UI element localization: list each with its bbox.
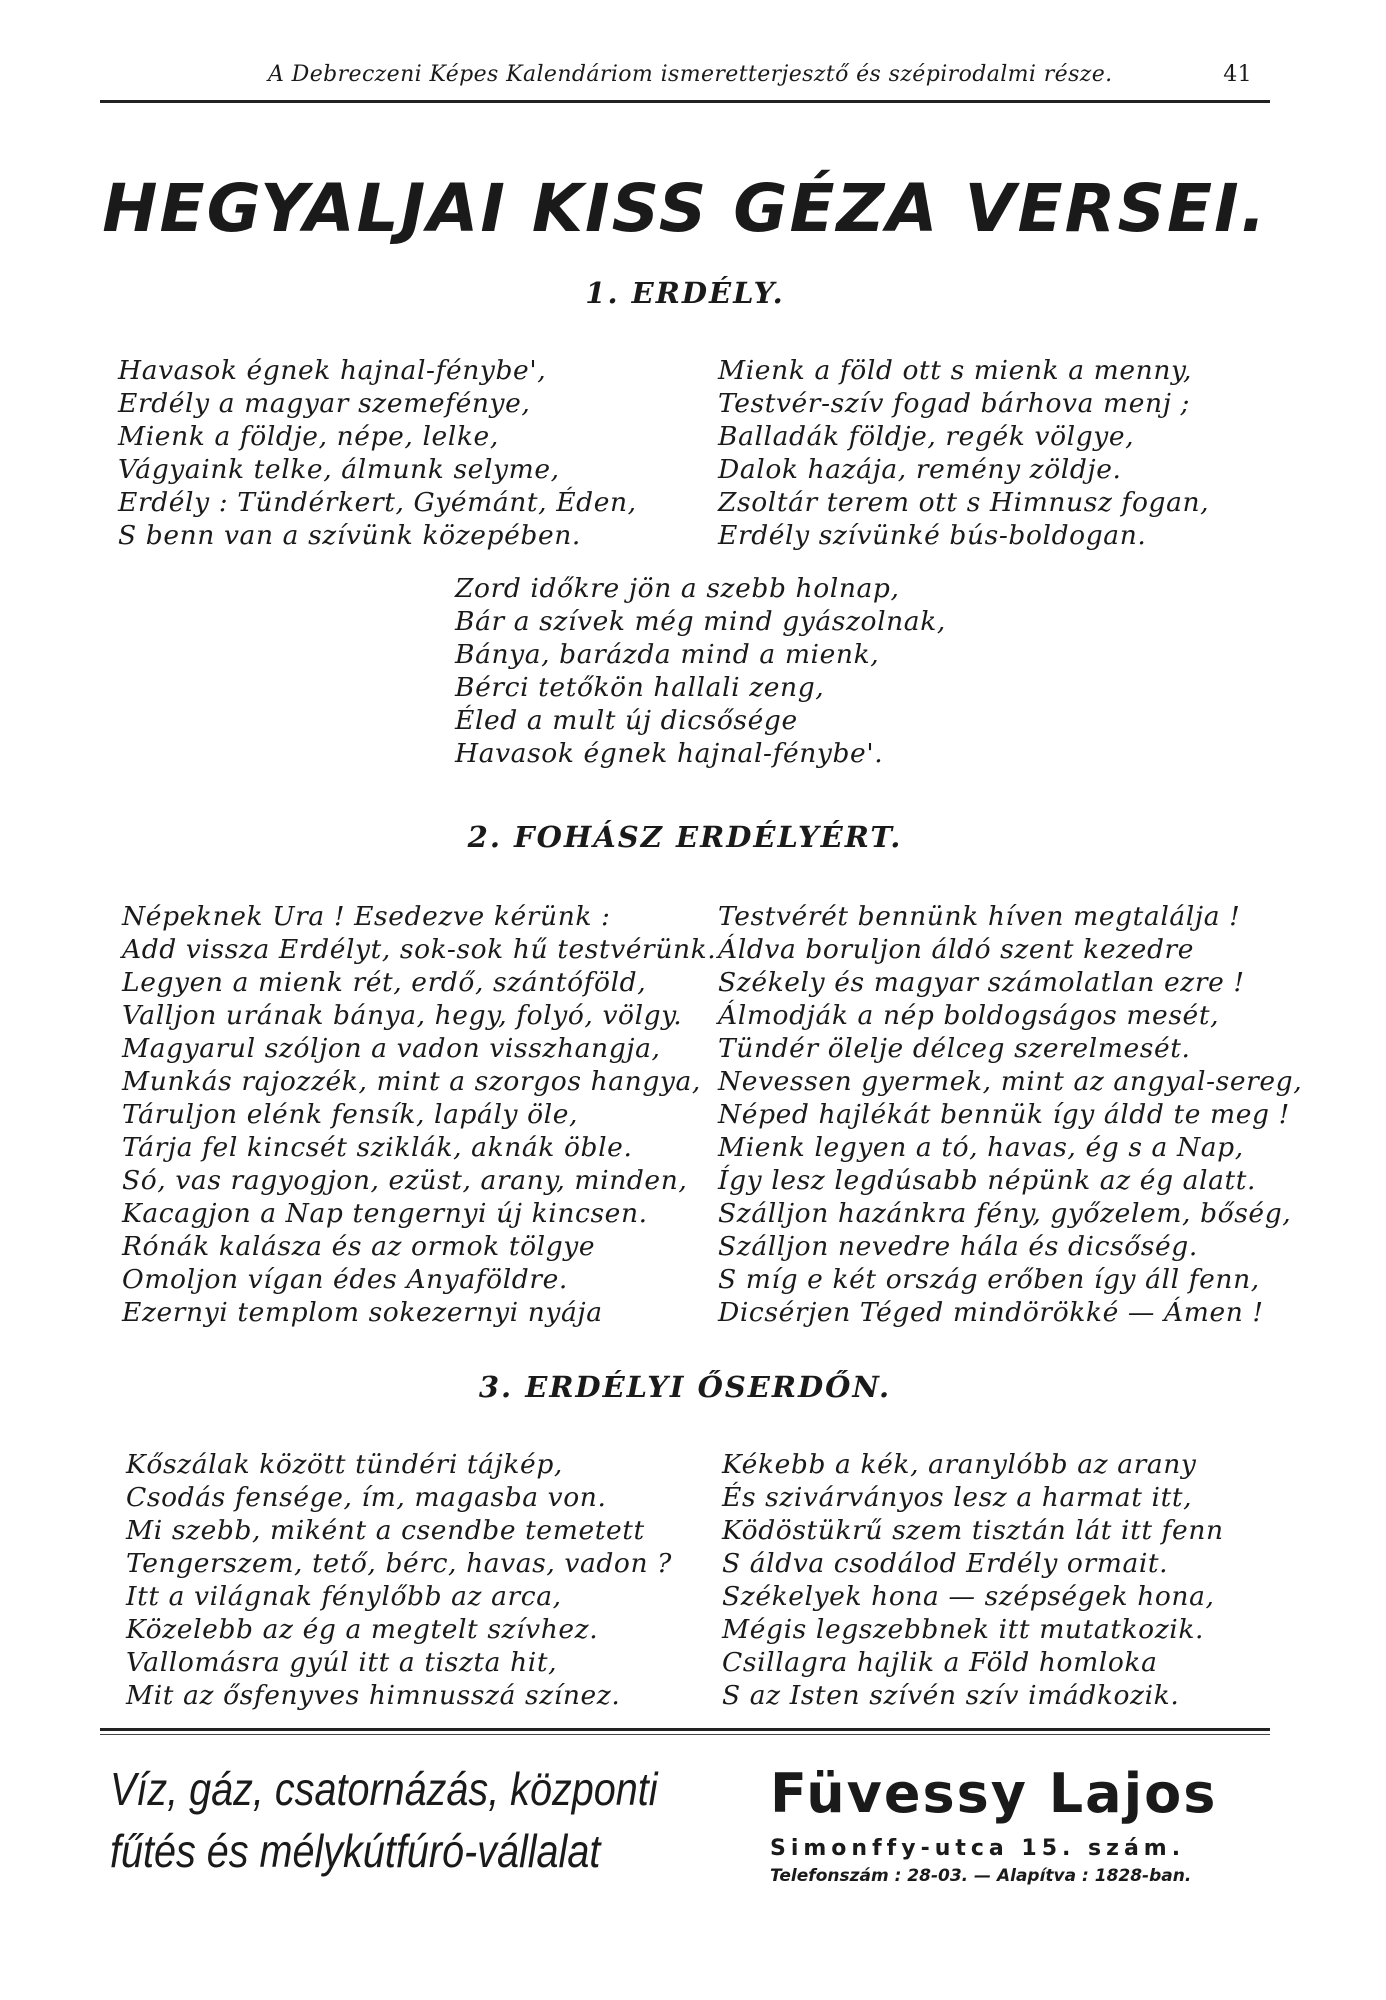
poem-1-stanza-1 — [118, 354, 637, 552]
ad-services-line-2: fűtés és mélykútfúró-vállalat — [110, 1825, 601, 1877]
verse-line: Szálljon nevedre hála és dicsőség. — [718, 1231, 1198, 1262]
verse-line: Kacagjon a Nap tengernyi új kincsen. — [122, 1198, 648, 1229]
verse-line: Kőszálak között tündéri tájkép, — [126, 1449, 563, 1480]
verse-line: Add vissza Erdélyt, sok-sok hű testvérünk. — [122, 934, 717, 965]
verse-line: S benn van a szívünk közepében. — [118, 520, 581, 551]
verse-line: Csodás fensége, ím, magasba von. — [126, 1482, 607, 1513]
verse-line: Mienk a föld ott s mienk a menny, — [718, 355, 1193, 386]
verse-line: Bérci tetőkön hallali zeng, — [455, 672, 825, 703]
ad-company-name: Füvessy Lajos — [770, 1762, 1218, 1825]
verse-line: Havasok égnek hajnal-fénybe', — [118, 355, 547, 386]
verse-line: Álmodják a nép boldogságos mesét, — [718, 1000, 1220, 1031]
verse-line: Omoljon vígan édes Anyaföldre. — [122, 1264, 568, 1295]
verse-line: Néped hajlékát bennük így áldd te meg ! — [718, 1099, 1290, 1130]
verse-line: És szivárványos lesz a harmat itt, — [722, 1482, 1193, 1513]
verse-line: Só, vas ragyogjon, ezüst, arany, minden, — [122, 1165, 688, 1196]
verse-line: Mégis legszebbnek itt mutatkozik. — [722, 1614, 1205, 1645]
verse-line: Áldva boruljon áldó szent kezedre — [718, 934, 1195, 965]
page-number: 41 — [1223, 62, 1252, 87]
running-title: A Debreczeni Képes Kalendáriom ismeretterjesztő és szépirodalmi része. — [268, 62, 1113, 87]
verse-line: Éled a mult új dicsősége — [455, 705, 798, 736]
verse-line: Vágyaink telke, álmunk selyme, — [118, 454, 560, 485]
poem-3-stanza-1 — [126, 1448, 672, 1712]
verse-line: S az Isten szívén szív imádkozik. — [722, 1680, 1180, 1711]
verse-line: Tengerszem, tető, bérc, havas, vadon ? — [126, 1548, 672, 1579]
verse-line: Ködöstükrű szem tisztán lát itt fenn — [722, 1515, 1224, 1546]
poem-3-heading: 3. ERDÉLYI ŐSERDŐN. — [478, 1370, 892, 1404]
verse-line: Erdély : Tündérkert, Gyémánt, Éden, — [118, 487, 637, 518]
poem-2-column-1 — [122, 900, 716, 1329]
verse-line: Legyen a mienk rét, erdő, szántóföld, — [122, 967, 647, 998]
verse-line: Magyarul szóljon a vadon visszhangja, — [122, 1033, 661, 1064]
poem-1-stanza-3 — [455, 572, 946, 770]
verse-line: Tárja fel kincsét sziklák, aknák öble. — [122, 1132, 633, 1163]
verse-line: Csillagra hajlik a Föld homloka — [722, 1647, 1158, 1678]
verse-line: Mienk legyen a tó, havas, ég s a Nap, — [718, 1132, 1244, 1163]
verse-line: Itt a világnak fénylőbb az arca, — [126, 1581, 562, 1612]
verse-line: Testvér-szív fogad bárhova menj ; — [718, 388, 1191, 419]
verse-line: Dicsérjen Téged mindörökké — Ámen ! — [718, 1297, 1264, 1328]
verse-line: S áldva csodálod Erdély ormait. — [722, 1548, 1169, 1579]
verse-line: Rónák kalásza és az ormok tölgye — [122, 1231, 596, 1262]
ad-phone-founded: Telefonszám : 28-03. — Alapítva : 1828-ban. — [770, 1866, 1192, 1886]
verse-line: Népeknek Ura ! Esedezve kérünk : — [122, 901, 611, 932]
verse-line: Mit az ősfenyves himnusszá színez. — [126, 1680, 621, 1711]
poem-2-column-2 — [718, 900, 1302, 1329]
verse-line: Vallomásra gyúl itt a tiszta hit, — [126, 1647, 558, 1678]
ad-rule-thin — [100, 1734, 1270, 1735]
verse-line: Erdély a magyar szemefénye, — [118, 388, 531, 419]
header-rule — [100, 100, 1270, 103]
verse-line: Zord időkre jön a szebb holnap, — [455, 573, 900, 604]
verse-line: Testvérét bennünk híven megtalálja ! — [718, 901, 1241, 932]
verse-line: Zsoltár terem ott s Himnusz fogan, — [718, 487, 1210, 518]
poem-1-stanza-2 — [718, 354, 1209, 552]
verse-line: Ezernyi templom sokezernyi nyája — [122, 1297, 603, 1328]
ad-rule — [100, 1728, 1270, 1731]
poem-3-stanza-2 — [722, 1448, 1224, 1712]
ad-services — [110, 1758, 660, 1882]
verse-line: Balladák földje, regék völgye, — [718, 421, 1135, 452]
verse-line: Szálljon hazánkra fény, győzelem, bőség, — [718, 1198, 1292, 1229]
verse-line: Erdély szívünké bús-boldogan. — [718, 520, 1147, 551]
ad-services-line-1: Víz, gáz, csatornázás, központi — [110, 1763, 658, 1815]
verse-line: Így lesz legdúsabb népünk az ég alatt. — [718, 1165, 1257, 1196]
ad-address: Simonffy-utca 15. szám. — [770, 1836, 1186, 1861]
verse-line: Bár a szívek még mind gyászolnak, — [455, 606, 946, 637]
verse-line: Valljon urának bánya, hegy, folyó, völgy. — [122, 1000, 683, 1031]
verse-line: Bánya, barázda mind a mienk, — [455, 639, 880, 670]
verse-line: S míg e két ország erőben így áll fenn, — [718, 1264, 1260, 1295]
verse-line: Tündér ölelje délceg szerelmesét. — [718, 1033, 1191, 1064]
verse-line: Közelebb az ég a megtelt szívhez. — [126, 1614, 599, 1645]
poem-1-heading: 1. ERDÉLY. — [585, 276, 785, 310]
verse-line: Havasok égnek hajnal-fénybe'. — [455, 738, 884, 769]
verse-line: Dalok hazája, remény zöldje. — [718, 454, 1122, 485]
verse-line: Munkás rajozzék, mint a szorgos hangya, — [122, 1066, 701, 1097]
main-title: HEGYALJAI KISS GÉZA VERSEI. — [102, 170, 1268, 247]
verse-line: Székelyek hona — szépségek hona, — [722, 1581, 1215, 1612]
verse-line: Kékebb a kék, aranylóbb az arany — [722, 1449, 1197, 1480]
verse-line: Székely és magyar számolatlan ezre ! — [718, 967, 1245, 998]
verse-line: Nevessen gyermek, mint az angyal-sereg, — [718, 1066, 1303, 1097]
verse-line: Mi szebb, miként a csendbe temetett — [126, 1515, 645, 1546]
poem-2-heading: 2. FOHÁSZ ERDÉLYÉRT. — [467, 820, 903, 854]
verse-line: Táruljon elénk fensík, lapály öle, — [122, 1099, 579, 1130]
verse-line: Mienk a földje, népe, lelke, — [118, 421, 499, 452]
